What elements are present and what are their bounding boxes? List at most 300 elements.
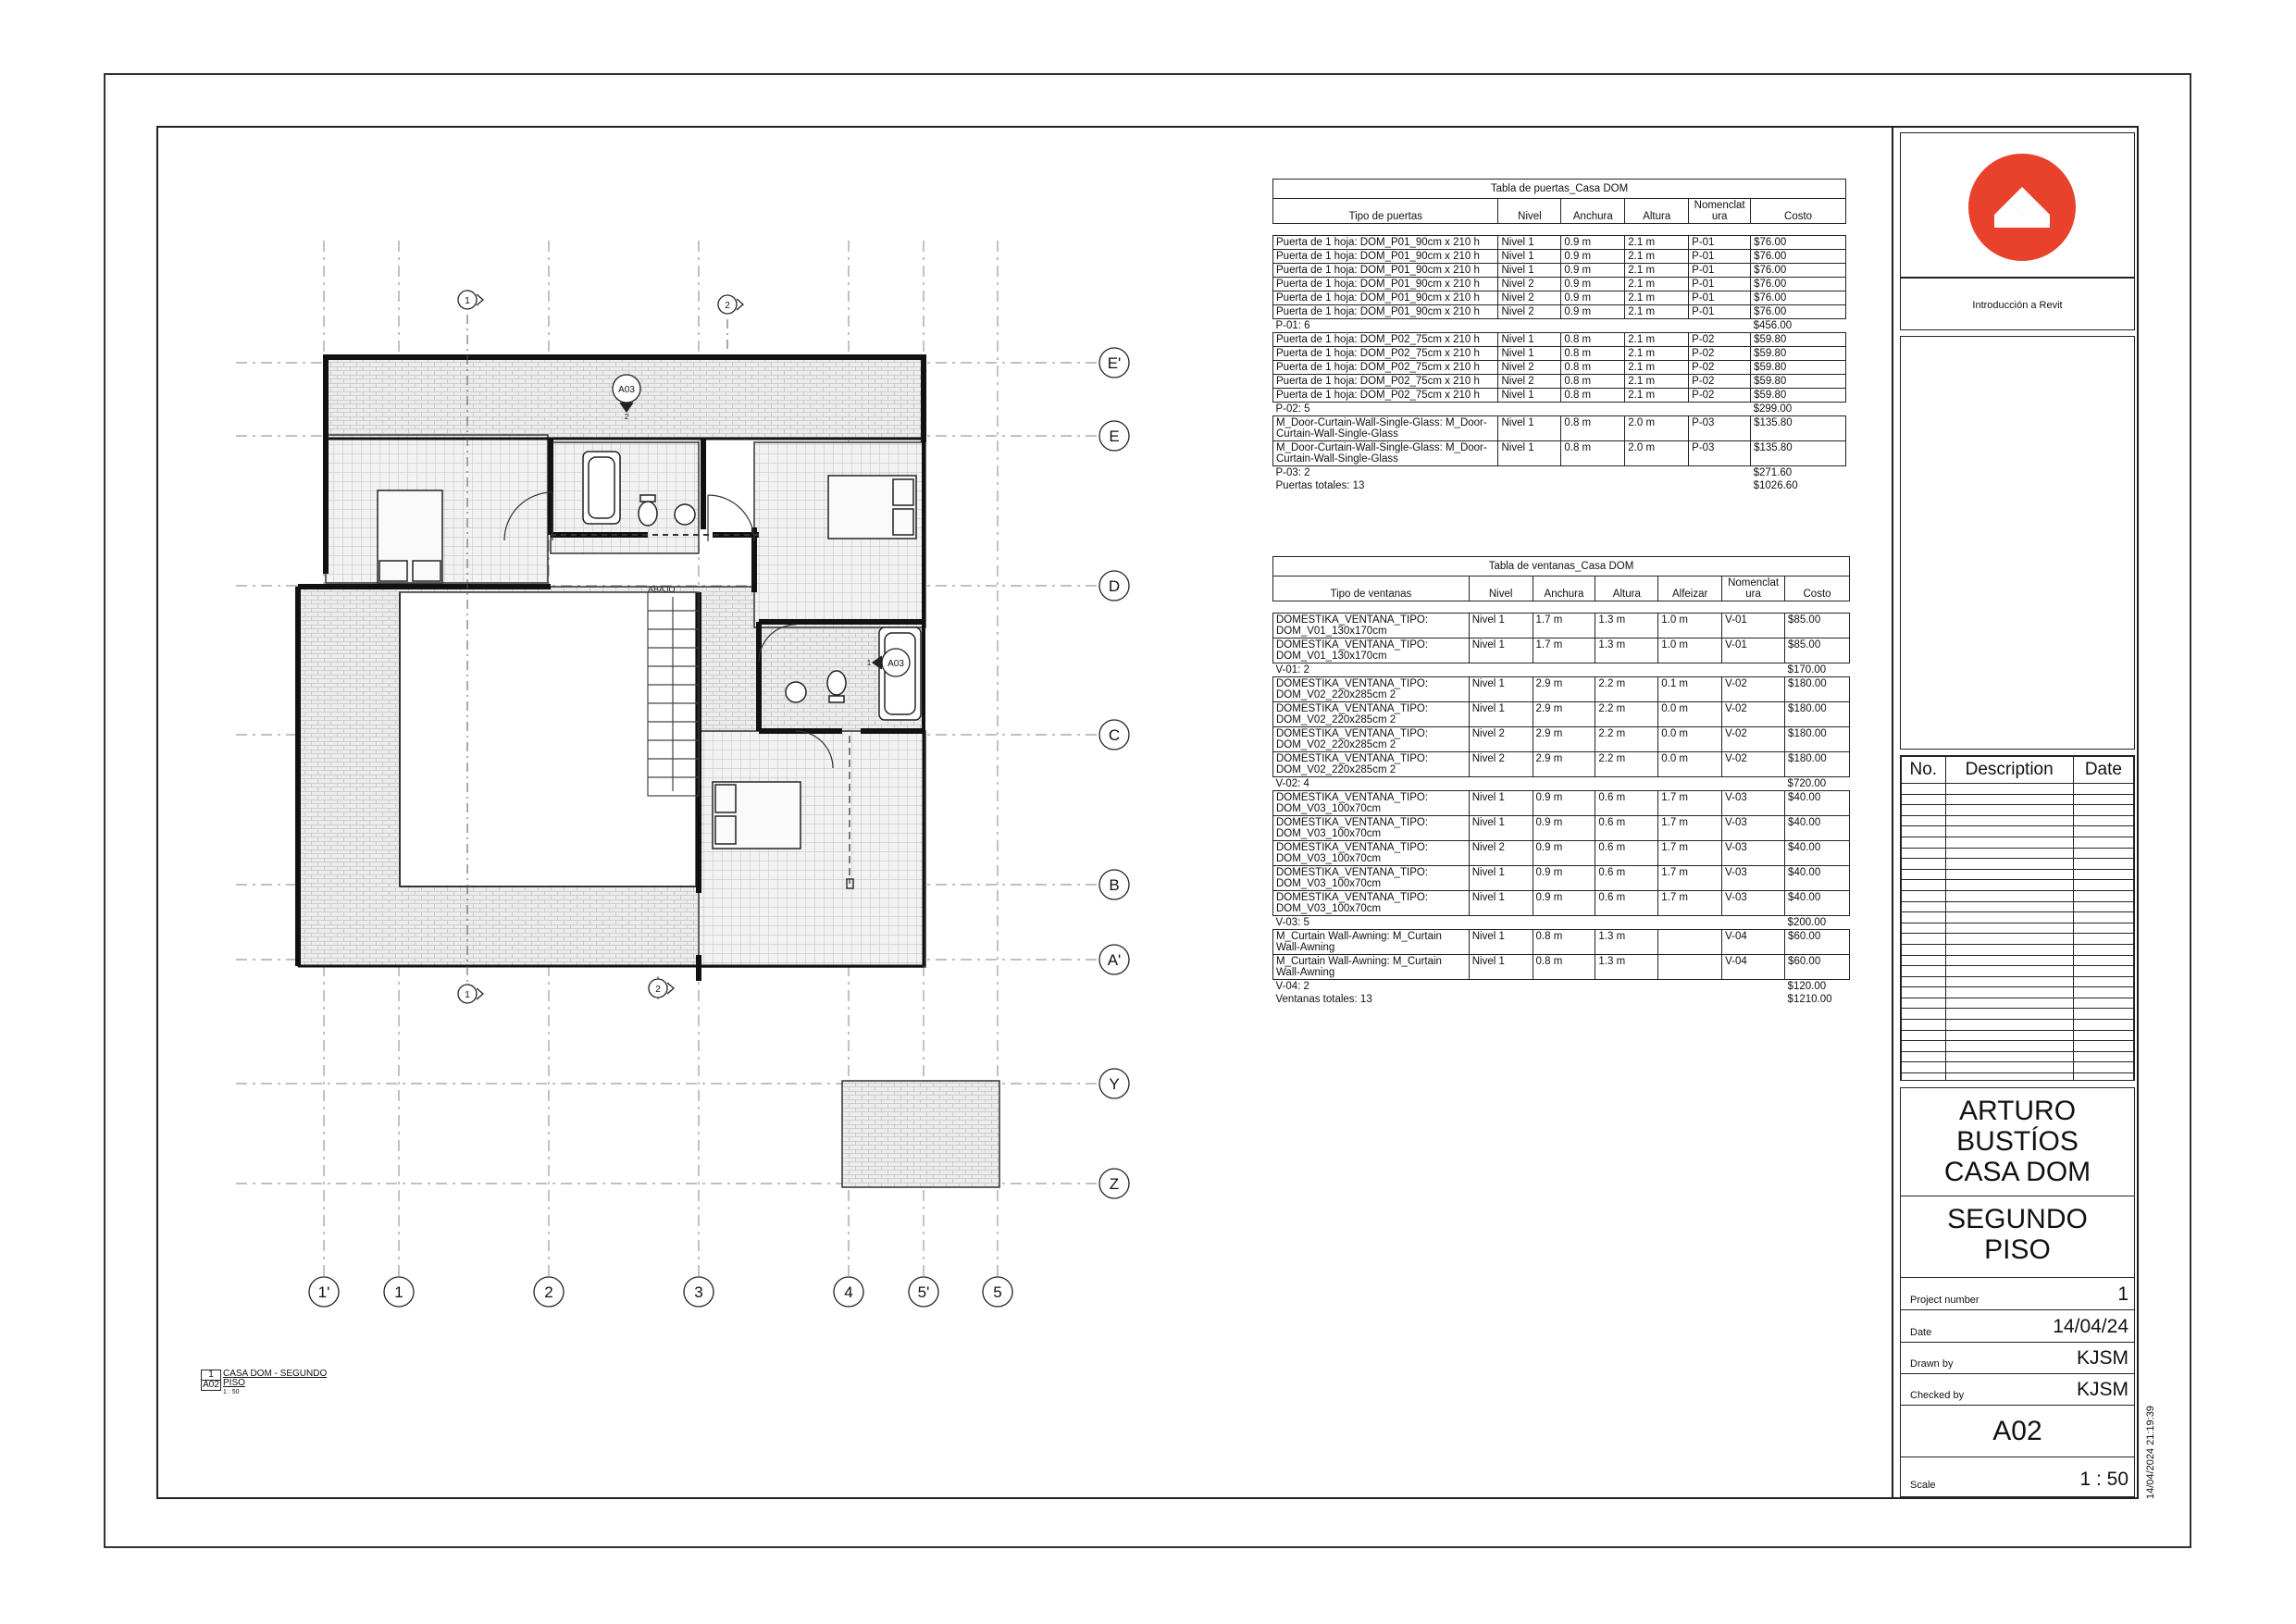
revision-cell — [1902, 987, 1946, 998]
table-cell — [1658, 930, 1722, 955]
table-cell: Puerta de 1 hoja: DOM_P01_90cm x 210 h — [1273, 236, 1498, 250]
table-cell: 1.7 m — [1658, 866, 1722, 891]
revision-row — [1902, 826, 2134, 837]
table-cell: Nivel 1 — [1469, 638, 1533, 663]
revision-cell — [1945, 912, 2073, 924]
table-cell: 2.2 m — [1595, 702, 1658, 727]
table-cell: V-02 — [1722, 752, 1785, 777]
revision-row — [1902, 805, 2134, 816]
table-row — [1273, 236, 1846, 250]
revision-row — [1902, 987, 2134, 998]
field-drawn-by: Drawn by KJSM — [1901, 1343, 2134, 1374]
table-cell: 0.9 m — [1533, 791, 1595, 816]
subtotal-cost: $299.00 — [1753, 403, 1793, 415]
subtotal-row — [1273, 466, 1846, 480]
field-checked-by: Checked by KJSM — [1901, 1374, 2134, 1406]
revision-cell — [1902, 815, 1946, 826]
revision-cell — [1902, 1062, 1946, 1073]
table-cell: Nivel 1 — [1498, 264, 1561, 278]
grid-label-col: 1 — [394, 1283, 403, 1301]
revision-cell — [2073, 815, 2133, 826]
table-cell: V-03 — [1722, 816, 1785, 841]
subtotal-row — [1273, 403, 1846, 416]
table-row — [1273, 955, 1850, 980]
table-cell: P-01 — [1689, 250, 1751, 264]
revision-cell — [1902, 1041, 1946, 1052]
revision-cell — [1945, 1020, 2073, 1031]
column-header: Costo — [1785, 576, 1850, 601]
table-cell: Nivel 2 — [1469, 752, 1533, 777]
grid-label-col: 2 — [544, 1283, 553, 1301]
table-cell: Puerta de 1 hoja: DOM_P01_90cm x 210 h — [1273, 278, 1498, 291]
table-cell: Nivel 1 — [1498, 389, 1561, 403]
company-logo-icon — [1967, 152, 2078, 263]
revision-cell — [1945, 923, 2073, 934]
company-block — [1900, 132, 2135, 330]
table-cell: Nivel 1 — [1469, 891, 1533, 916]
table-cell: 0.0 m — [1658, 727, 1722, 752]
table-cell: $40.00 — [1785, 816, 1850, 841]
table-cell: Puerta de 1 hoja: DOM_P02_75cm x 210 h — [1273, 389, 1498, 403]
subtotal-label: V-03: 5 — [1275, 917, 1309, 928]
table-cell: $76.00 — [1751, 305, 1846, 319]
revision-header: No. — [1902, 757, 1946, 784]
table-cell: P-02 — [1689, 333, 1751, 347]
revision-cell — [2073, 1030, 2133, 1041]
table-cell: P-02 — [1689, 375, 1751, 389]
table-cell: Nivel 1 — [1469, 866, 1533, 891]
table-cell: $59.80 — [1751, 361, 1846, 375]
column-header: Altura — [1625, 199, 1689, 224]
table-cell: 0.9 m — [1561, 305, 1625, 319]
subtotal-label: V-02: 4 — [1275, 778, 1309, 789]
view-title — [201, 1370, 329, 1397]
table-cell: Nivel 2 — [1498, 291, 1561, 305]
table-cell: $76.00 — [1751, 236, 1846, 250]
revision-row — [1902, 784, 2134, 795]
grid-label-col: 1' — [317, 1283, 330, 1301]
revision-row — [1902, 1009, 2134, 1020]
revision-block — [1900, 755, 2135, 1081]
table-cell: Nivel 2 — [1498, 375, 1561, 389]
table-cell: 0.9 m — [1533, 841, 1595, 866]
revision-row — [1902, 794, 2134, 805]
revision-cell — [2073, 987, 2133, 998]
revision-cell — [2073, 1020, 2133, 1031]
table-cell: 0.6 m — [1595, 891, 1658, 916]
revision-cell — [1902, 901, 1946, 912]
table-cell: Nivel 1 — [1498, 250, 1561, 264]
table-cell: 2.2 m — [1595, 752, 1658, 777]
table-cell: Puerta de 1 hoja: DOM_P02_75cm x 210 h — [1273, 361, 1498, 375]
revision-cell — [2073, 869, 2133, 880]
revision-row — [1902, 848, 2134, 859]
table-cell: 2.1 m — [1625, 250, 1689, 264]
table-cell: P-02 — [1689, 347, 1751, 361]
revision-cell — [1945, 890, 2073, 901]
sheet-info-block — [1900, 1087, 2135, 1497]
revision-cell — [1945, 955, 2073, 966]
table-cell: 0.6 m — [1595, 866, 1658, 891]
section-mark-label: 1 — [465, 990, 470, 1000]
table-row — [1273, 347, 1846, 361]
print-timestamp: 14/04/2024 21:19:39 — [2145, 1406, 2156, 1499]
revision-cell — [2073, 1051, 2133, 1062]
subtotal-cost: $170.00 — [1787, 664, 1827, 676]
table-cell: 2.0 m — [1625, 416, 1689, 441]
grid-label-col: 5' — [917, 1283, 930, 1301]
table-cell: $40.00 — [1785, 841, 1850, 866]
table-cell: DOMESTIKA_VENTANA_TIPO: DOM_V03_100x70cm — [1273, 866, 1470, 891]
table-cell: 2.1 m — [1625, 389, 1689, 403]
revision-cell — [1945, 880, 2073, 891]
table-cell: 1.7 m — [1658, 891, 1722, 916]
table-cell: Nivel 2 — [1498, 305, 1561, 319]
elevation-tag-number: 1 — [866, 659, 872, 667]
table-cell: 1.3 m — [1595, 614, 1658, 638]
table-cell: 1.7 m — [1658, 816, 1722, 841]
table-cell: Puerta de 1 hoja: DOM_P02_75cm x 210 h — [1273, 347, 1498, 361]
revision-cell — [1902, 934, 1946, 945]
table-cell: V-02 — [1722, 727, 1785, 752]
table-cell: DOMESTIKA_VENTANA_TIPO: DOM_V02_220x285cm 2 — [1273, 727, 1470, 752]
revision-cell — [2073, 1073, 2133, 1081]
table-row — [1273, 416, 1846, 441]
revision-cell — [1945, 805, 2073, 816]
elevation-tag-number: 2 — [624, 413, 629, 421]
table-cell: 0.8 m — [1561, 333, 1625, 347]
revision-cell — [1902, 837, 1946, 848]
column-header: Nivel — [1469, 576, 1533, 601]
total-row — [1273, 993, 1850, 1006]
table-cell: DOMESTIKA_VENTANA_TIPO: DOM_V03_100x70cm — [1273, 841, 1470, 866]
section-mark-label: 2 — [655, 985, 661, 995]
table-cell: 0.6 m — [1595, 791, 1658, 816]
table-row — [1273, 727, 1850, 752]
revision-cell — [1945, 859, 2073, 870]
table-cell: 2.1 m — [1625, 347, 1689, 361]
revision-cell — [1945, 815, 2073, 826]
sheet-name-line1: SEGUNDO — [1947, 1204, 2088, 1234]
table-cell: DOMESTIKA_VENTANA_TIPO: DOM_V03_100x70cm — [1273, 891, 1470, 916]
table-row — [1273, 250, 1846, 264]
table-row — [1273, 278, 1846, 291]
revision-cell — [1945, 1041, 2073, 1052]
grid-label-row: C — [1108, 726, 1121, 744]
table-cell: Nivel 2 — [1469, 727, 1533, 752]
revision-cell — [1945, 966, 2073, 977]
table-cell: 0.8 m — [1561, 347, 1625, 361]
field-date: Date 14/04/24 — [1901, 1310, 2134, 1343]
table-cell: 2.1 m — [1625, 278, 1689, 291]
table-cell: DOMESTIKA_VENTANA_TIPO: DOM_V03_100x70cm — [1273, 791, 1470, 816]
table-cell: Nivel 2 — [1498, 278, 1561, 291]
revision-row — [1902, 880, 2134, 891]
table-cell: P-01 — [1689, 278, 1751, 291]
grid-label-row: E' — [1107, 354, 1122, 372]
table-cell: $180.00 — [1785, 677, 1850, 702]
table-cell: $59.80 — [1751, 333, 1846, 347]
section-mark-label: 2 — [725, 301, 730, 311]
notes-block — [1900, 336, 2135, 750]
revision-cell — [1902, 998, 1946, 1009]
table-cell: Nivel 1 — [1469, 614, 1533, 638]
table-cell: V-02 — [1722, 702, 1785, 727]
table-cell: DOMESTIKA_VENTANA_TIPO: DOM_V02_220x285cm 2 — [1273, 752, 1470, 777]
table-cell: 0.8 m — [1561, 375, 1625, 389]
table-cell: $59.80 — [1751, 347, 1846, 361]
revision-cell — [2073, 805, 2133, 816]
column-header: Nivel — [1498, 199, 1561, 224]
total-cost: $1026.60 — [1753, 480, 1798, 491]
table-cell: 0.6 m — [1595, 841, 1658, 866]
table-cell: $135.80 — [1751, 416, 1846, 441]
revision-cell — [2073, 998, 2133, 1009]
table-cell: 2.9 m — [1533, 727, 1595, 752]
table-cell: 1.7 m — [1658, 841, 1722, 866]
table-cell: Nivel 1 — [1469, 677, 1533, 702]
revision-row — [1902, 912, 2134, 924]
revision-cell — [1902, 869, 1946, 880]
table-cell: Puerta de 1 hoja: DOM_P02_75cm x 210 h — [1273, 375, 1498, 389]
table-row — [1273, 361, 1846, 375]
table-cell: $60.00 — [1785, 930, 1850, 955]
owner-name-line1: ARTURO — [1958, 1096, 2077, 1126]
total-cost: $1210.00 — [1787, 994, 1832, 1005]
table-row — [1273, 441, 1846, 466]
revision-cell — [1945, 826, 2073, 837]
table-cell: $180.00 — [1785, 752, 1850, 777]
table-row — [1273, 614, 1850, 638]
table-cell: 0.0 m — [1658, 702, 1722, 727]
elevation-tag-label: A03 — [618, 385, 635, 395]
table-cell: DOMESTIKA_VENTANA_TIPO: DOM_V01_130x170cm — [1273, 614, 1470, 638]
table-cell: $40.00 — [1785, 866, 1850, 891]
revision-row — [1902, 859, 2134, 870]
table-cell: 2.1 m — [1625, 305, 1689, 319]
grid-label-row: Z — [1109, 1175, 1120, 1193]
table-row — [1273, 752, 1850, 777]
table-cell: M_Door-Curtain-Wall-Single-Glass: M_Door-Curtain-Wall-Single-Glass — [1273, 441, 1498, 466]
table-cell: M_Curtain Wall-Awning: M_Curtain Wall-Awning — [1273, 930, 1470, 955]
revision-row — [1902, 923, 2134, 934]
revision-cell — [1945, 901, 2073, 912]
revision-row — [1902, 1030, 2134, 1041]
table-cell: $40.00 — [1785, 791, 1850, 816]
revision-cell — [2073, 912, 2133, 924]
table-cell: V-01 — [1722, 638, 1785, 663]
table-row — [1273, 841, 1850, 866]
table-cell: 1.3 m — [1595, 955, 1658, 980]
subtotal-cost: $271.60 — [1753, 467, 1793, 478]
revision-cell — [1902, 912, 1946, 924]
owner-name-line2: BUSTÍOS — [1956, 1126, 2079, 1157]
view-scale: 1 : 50 — [223, 1389, 240, 1395]
door-schedule — [1272, 179, 1846, 492]
revision-cell — [1902, 923, 1946, 934]
table-cell: 0.6 m — [1595, 816, 1658, 841]
column-header: Alfeizar — [1658, 576, 1722, 601]
table-cell: 1.7 m — [1533, 614, 1595, 638]
table-cell: Puerta de 1 hoja: DOM_P01_90cm x 210 h — [1273, 291, 1498, 305]
table-cell: DOMESTIKA_VENTANA_TIPO: DOM_V02_220x285cm 2 — [1273, 677, 1470, 702]
revision-row — [1902, 955, 2134, 966]
revision-cell — [2073, 976, 2133, 987]
table-cell: 2.0 m — [1625, 441, 1689, 466]
table-cell: V-02 — [1722, 677, 1785, 702]
table-cell: M_Door-Curtain-Wall-Single-Glass: M_Door-Curtain-Wall-Single-Glass — [1273, 416, 1498, 441]
grid-label-col: 5 — [993, 1283, 1002, 1301]
table-cell: Puerta de 1 hoja: DOM_P01_90cm x 210 h — [1273, 305, 1498, 319]
revision-row — [1902, 890, 2134, 901]
revision-header: Description — [1945, 757, 2073, 784]
table-cell: Nivel 1 — [1469, 930, 1533, 955]
section-mark-label: 1 — [465, 296, 470, 306]
table-cell: P-03 — [1689, 416, 1751, 441]
table-cell: 2.1 m — [1625, 333, 1689, 347]
revision-cell — [1945, 1073, 2073, 1081]
table-cell: Nivel 1 — [1498, 236, 1561, 250]
grid-label-row: B — [1109, 876, 1120, 894]
subtotal-row — [1273, 777, 1850, 791]
revision-row — [1902, 976, 2134, 987]
revision-cell — [2073, 1041, 2133, 1052]
floor-plan[interactable] — [0, 0, 1277, 1370]
revision-cell — [1902, 1073, 1946, 1081]
elevation-tag-label: A03 — [887, 659, 904, 669]
table-cell: 0.8 m — [1561, 441, 1625, 466]
table-cell: 0.9 m — [1561, 250, 1625, 264]
view-number: 1 — [202, 1370, 220, 1381]
revision-cell — [1902, 976, 1946, 987]
revision-cell — [1902, 955, 1946, 966]
revision-row — [1902, 934, 2134, 945]
table-cell: DOMESTIKA_VENTANA_TIPO: DOM_V01_130x170cm — [1273, 638, 1470, 663]
table-cell: P-01 — [1689, 305, 1751, 319]
stair-label: ABAJO — [648, 585, 676, 594]
revision-cell — [1945, 934, 2073, 945]
revision-row — [1902, 1073, 2134, 1081]
revision-row — [1902, 815, 2134, 826]
table-cell: 2.1 m — [1625, 375, 1689, 389]
subtotal-label: P-01: 6 — [1275, 320, 1310, 331]
revision-cell — [1902, 966, 1946, 977]
table-cell: DOMESTIKA_VENTANA_TIPO: DOM_V02_220x285cm 2 — [1273, 702, 1470, 727]
field-project-number: Project number 1 — [1901, 1278, 2134, 1310]
table-cell: P-03 — [1689, 441, 1751, 466]
revision-cell — [1945, 944, 2073, 955]
table-row — [1273, 816, 1850, 841]
table-cell: $76.00 — [1751, 264, 1846, 278]
subtotal-cost: $456.00 — [1753, 320, 1793, 331]
view-name: CASA DOM - SEGUNDO PISO — [223, 1369, 328, 1388]
table-cell: Nivel 1 — [1498, 333, 1561, 347]
table-cell: 0.9 m — [1561, 291, 1625, 305]
column-header: Anchura — [1561, 199, 1625, 224]
table-cell: 2.2 m — [1595, 727, 1658, 752]
total-label: Ventanas totales: 13 — [1275, 994, 1372, 1005]
column-header: Costo — [1751, 199, 1846, 224]
table-cell: 0.8 m — [1533, 955, 1595, 980]
revision-cell — [1945, 1009, 2073, 1020]
subtotal-row — [1273, 319, 1846, 333]
column-header: Tipo de ventanas — [1273, 576, 1470, 601]
table-row — [1273, 891, 1850, 916]
table-row — [1273, 638, 1850, 663]
table-cell: P-01 — [1689, 291, 1751, 305]
table-cell: 2.9 m — [1533, 677, 1595, 702]
table-cell: $85.00 — [1785, 614, 1850, 638]
table-row — [1273, 375, 1846, 389]
door-schedule-title: Tabla de puertas_Casa DOM — [1273, 180, 1846, 199]
table-cell: 1.3 m — [1595, 930, 1658, 955]
revision-cell — [2073, 944, 2133, 955]
revision-cell — [2073, 955, 2133, 966]
revision-cell — [1902, 805, 1946, 816]
revision-cell — [1902, 944, 1946, 955]
table-row — [1273, 333, 1846, 347]
table-cell: 2.1 m — [1625, 361, 1689, 375]
window-schedule — [1272, 556, 1850, 1006]
table-cell: V-03 — [1722, 866, 1785, 891]
table-cell: 0.9 m — [1533, 891, 1595, 916]
revision-cell — [2073, 880, 2133, 891]
table-row — [1273, 930, 1850, 955]
revision-cell — [1902, 1020, 1946, 1031]
table-cell: 1.7 m — [1533, 638, 1595, 663]
table-row — [1273, 702, 1850, 727]
subtotal-row — [1273, 663, 1850, 677]
grid-label-col: 3 — [694, 1283, 703, 1301]
subtotal-label: V-01: 2 — [1275, 664, 1309, 676]
table-cell: V-03 — [1722, 841, 1785, 866]
subtotal-cost: $200.00 — [1787, 917, 1827, 928]
table-cell — [1658, 955, 1722, 980]
title-block-divider — [1892, 126, 1893, 1499]
revision-cell — [2073, 934, 2133, 945]
table-cell: $180.00 — [1785, 727, 1850, 752]
table-cell: $40.00 — [1785, 891, 1850, 916]
table-cell: Puerta de 1 hoja: DOM_P01_90cm x 210 h — [1273, 250, 1498, 264]
table-cell: Nivel 1 — [1498, 347, 1561, 361]
total-label: Puertas totales: 13 — [1275, 480, 1365, 491]
table-cell: V-04 — [1722, 955, 1785, 980]
view-sheet: A02 — [203, 1380, 219, 1390]
table-cell: 2.1 m — [1625, 264, 1689, 278]
table-cell: P-01 — [1689, 264, 1751, 278]
revision-cell — [2073, 837, 2133, 848]
table-cell: 0.8 m — [1561, 361, 1625, 375]
table-cell: 0.0 m — [1658, 752, 1722, 777]
revision-header: Date — [2073, 757, 2133, 784]
project-name: CASA DOM — [1943, 1157, 2091, 1187]
revision-cell — [1902, 1009, 1946, 1020]
project-info — [1901, 1088, 2134, 1196]
table-cell: P-01 — [1689, 236, 1751, 250]
table-cell: $76.00 — [1751, 250, 1846, 264]
table-cell: 0.9 m — [1533, 816, 1595, 841]
grid-label-row: A' — [1107, 951, 1122, 969]
subtotal-cost: $120.00 — [1787, 981, 1827, 992]
table-cell: 2.1 m — [1625, 291, 1689, 305]
revision-cell — [2073, 923, 2133, 934]
sheet-number: A02 — [1901, 1406, 2134, 1457]
table-cell: $59.80 — [1751, 375, 1846, 389]
revision-cell — [2073, 794, 2133, 805]
subtotal-label: V-04: 2 — [1275, 981, 1309, 992]
revision-cell — [1945, 998, 2073, 1009]
field-scale: Scale 1 : 50 — [1910, 1469, 2128, 1491]
